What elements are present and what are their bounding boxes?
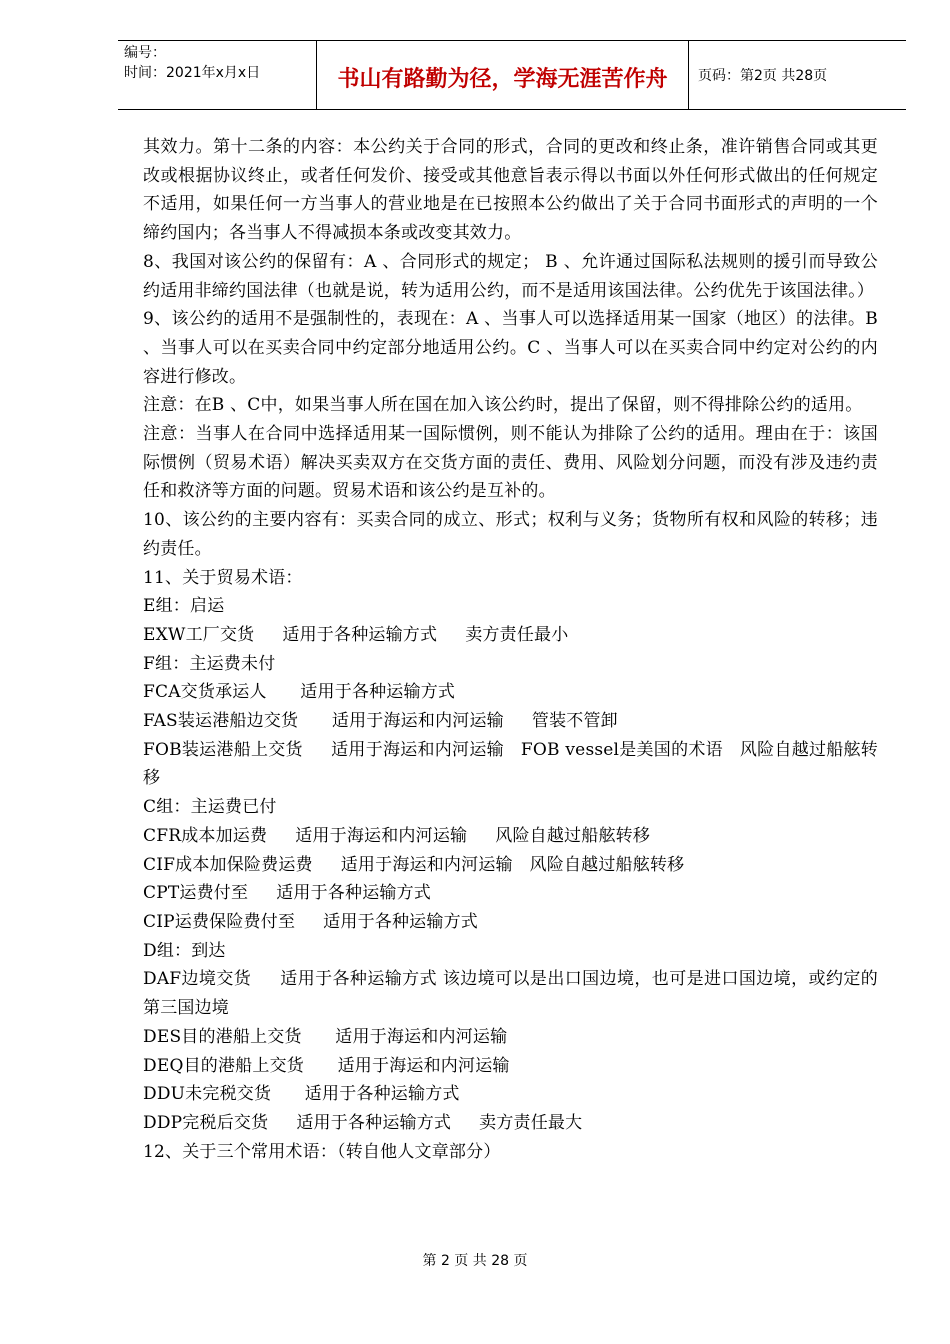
document-body	[143, 133, 878, 1166]
page-footer: 第 2 页 共 28 页	[422, 1253, 528, 1269]
term-line: DES目的港船上交货 适用于海运和内河运输	[143, 1026, 508, 1047]
term-line: E组：启运	[143, 596, 225, 617]
paragraph: 11、关于贸易术语：	[143, 567, 303, 588]
term-line: DAF边境交货 适用于各种运输方式 该边境可以是出口国边境，也可是进口国边境，或约定的第三国边境	[143, 969, 878, 1019]
term-line: CIF成本加保险费运费 适用于海运和内河运输 风险自越过船舷转移	[143, 854, 685, 875]
paragraph: 10、该公约的主要内容有：买卖合同的成立、形式；权利与义务；货物所有权和风险的转移；违约责任。	[143, 510, 878, 559]
term-line: EXW工厂交货 适用于各种运输方式 卖方责任最小	[143, 624, 569, 645]
paragraph: 注意：在B 、C中，如果当事人所在国在加入该公约时，提出了保留，则不得排除公约的适用。	[143, 395, 863, 416]
term-line: CFR成本加运费 适用于海运和内河运输 风险自越过船舷转移	[143, 825, 651, 846]
time-label: 时间：2021年x月x日	[124, 65, 261, 81]
term-line: CIP运费保险费付至 适用于各种运输方式	[143, 911, 478, 932]
page-header	[118, 40, 906, 110]
header-motto: 书山有路勤为径，学海无涯苦作舟	[317, 41, 689, 109]
code-label: 编号：	[124, 45, 166, 61]
term-line: DDU未完税交货 适用于各种运输方式	[143, 1084, 460, 1105]
paragraph: 9、该公约的适用不是强制性的，表现在：A 、当事人可以选择适用某一国家（地区）的法律。B 、当事人可以在买卖合同中约定部分地适用公约。C 、当事人可以在买卖合同中约定对公约的内容进行修改。	[143, 309, 878, 387]
paragraph: 其效力。第十二条的内容：本公约关于合同的形式，合同的更改和终止条，准许销售合同或其更改或根据协议终止，或者任何发价、接受或其他意旨表示得以书面以外任何形式做出的任何规定不适用，如果任何一方当事人的营业地是在已按照本公约做出了关于合同书面形式的声明的一个缔约国内；各当事人不得减损本条或改变其效力。	[143, 137, 878, 244]
term-line: FOB装运港船上交货 适用于海运和内河运输 FOB vessel是美国的术语 风险自越过船舷转移	[143, 739, 878, 789]
header-meta	[118, 41, 317, 109]
term-line: FCA交货承运人 适用于各种运输方式	[143, 682, 456, 703]
term-line: DDP完税后交货 适用于各种运输方式 卖方责任最大	[143, 1112, 583, 1133]
paragraph: 注意：当事人在合同中选择适用某一国际惯例，则不能认为排除了公约的适用。理由在于：该国际惯例（贸易术语）解决买卖双方在交货方面的责任、费用、风险划分问题，而没有涉及违约责任和救济等方面的问题。贸易术语和该公约是互补的。	[143, 424, 878, 502]
term-line: C组：主运费已付	[143, 797, 277, 818]
term-line: CPT运费付至 适用于各种运输方式	[143, 883, 432, 904]
term-line: 12、关于三个常用术语：（转自他人文章部分）	[143, 1141, 501, 1162]
term-line: DEQ目的港船上交货 适用于海运和内河运输	[143, 1055, 510, 1076]
term-line: D组：到达	[143, 940, 226, 961]
term-line: FAS装运港船边交货 适用于海运和内河运输 管装不管卸	[143, 711, 618, 732]
header-page-label: 页码：第2页 共28页	[698, 68, 828, 84]
paragraph: 8、我国对该公约的保留有：A 、合同形式的规定； B 、允许通过国际私法规则的援引而导致公约适用非缔约国法律（也就是说，转为适用公约，而不是适用该国法律。公约优先于该国法律。）	[143, 251, 878, 301]
term-line: F组：主运费未付	[143, 653, 276, 674]
